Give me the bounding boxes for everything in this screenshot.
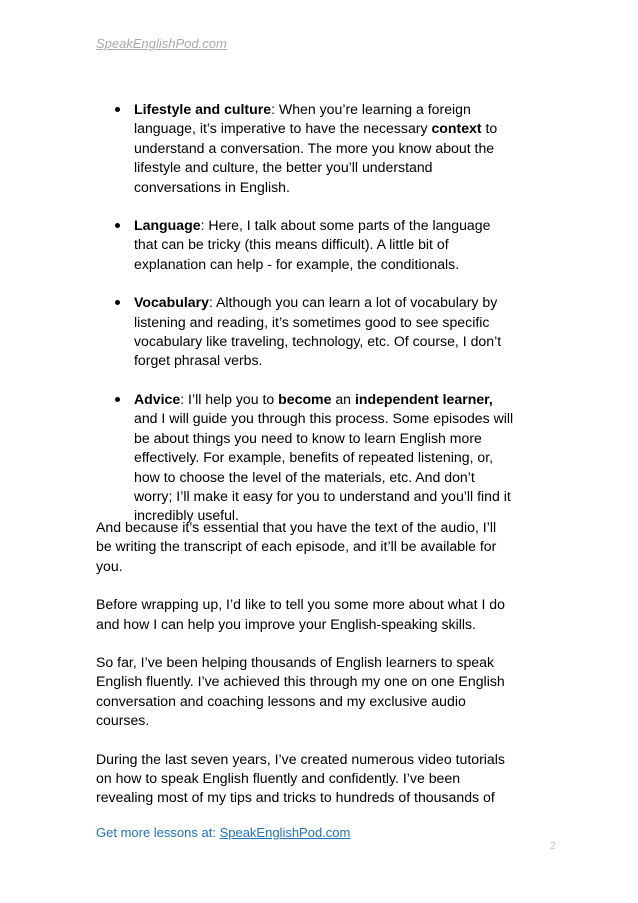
paragraph-line: Before wrapping up, I’d like to tell you some more about what I do: [96, 596, 505, 613]
text-run: : Here, I talk about some parts of the language: [200, 217, 491, 234]
bullet-icon: [115, 107, 120, 112]
text-run: that can be tricky (this means difficult). A little bit of: [134, 236, 449, 253]
paragraph-line: And because it’s essential that you have the text of the audio, I’ll: [96, 519, 497, 535]
bullet-icon: [115, 300, 120, 305]
text-run: conversations in English.: [134, 178, 290, 195]
paragraph: [96, 750, 556, 808]
text-run: : Although you can learn a lot of vocabulary by: [208, 294, 498, 311]
footer-prefix: Get more lessons at:: [96, 825, 220, 840]
bullet-line: [134, 235, 546, 254]
paragraph-line: During the last seven years, I’ve created numerous video tutorials: [96, 750, 505, 767]
paragraph-line: courses.: [96, 712, 150, 729]
bold-term: Vocabulary: [134, 294, 209, 311]
bold-term: Lifestyle and culture: [134, 101, 272, 117]
bullet-line: [134, 409, 546, 428]
paragraph-line: revealing most of my tips and tricks to hundreds of thousands of: [96, 789, 495, 806]
bullet-line: [134, 158, 546, 177]
bullet-list: [96, 100, 546, 545]
bullet-line: [134, 255, 546, 274]
header-site-link[interactable]: SpeakEnglishPod.com: [96, 36, 227, 51]
bullet-line: [134, 332, 546, 351]
footer: [96, 825, 350, 840]
text-run: understand a conversation. The more you know about the: [134, 139, 495, 156]
bullet-line: [134, 119, 546, 138]
bullet-line: [134, 178, 546, 197]
bullet-line: [134, 313, 546, 332]
text-run: : When you’re learning a foreign: [271, 101, 471, 117]
text-run: forget phrasal verbs.: [134, 352, 263, 369]
paragraph-line: and how I can help you improve your English-speaking skills.: [96, 615, 476, 632]
footer-site-link[interactable]: SpeakEnglishPod.com: [219, 825, 351, 840]
text-run: lifestyle and culture, the better you’ll understand: [134, 159, 433, 176]
text-run: an: [331, 390, 355, 407]
bold-term: independent learner,: [354, 390, 493, 407]
text-run: worry; I’ll make it easy for you to understand and you’ll find it: [134, 487, 511, 504]
body-text: [96, 518, 556, 827]
bullet-line: [134, 351, 546, 370]
paragraph: [96, 518, 556, 576]
text-run: listening and reading, it’s sometimes good to see specific: [134, 313, 490, 330]
text-run: be about things you need to know to learn English more: [134, 429, 482, 446]
bullet-line: [134, 468, 546, 487]
bullet-line: [134, 216, 546, 235]
paragraph-line: be writing the transcript of each episode, and it’ll be available for: [96, 538, 497, 555]
text-run: effectively. For example, benefits of repeated listening, or,: [134, 449, 494, 466]
text-run: to: [481, 120, 498, 137]
bullet-line: [134, 390, 546, 409]
bullet-line: [134, 293, 546, 312]
paragraph: [96, 595, 556, 634]
bullet-line: [134, 139, 546, 158]
text-run: language, it’s imperative to have the necessary: [134, 120, 432, 137]
bullet-item: [96, 390, 546, 526]
bullet-line: [134, 100, 546, 119]
text-run: how to choose the level of the materials, etc. And don’t: [134, 468, 475, 485]
bullet-icon: [115, 223, 120, 228]
text-run: explanation can help - for example, the conditionals.: [134, 255, 460, 272]
paragraph-line: on how to speak English fluently and confidently. I’ve been: [96, 770, 461, 787]
paragraph: [96, 653, 556, 731]
bullet-item: [96, 293, 546, 371]
bullet-item: [96, 100, 546, 197]
bullet-line: [134, 448, 546, 467]
bold-term: context: [431, 120, 482, 137]
text-run: incredibly useful.: [134, 507, 239, 524]
paragraph-line: conversation and coaching lessons and my exclusive audio: [96, 692, 466, 709]
page-number: 2: [550, 841, 556, 852]
bold-term: Advice: [134, 390, 181, 407]
paragraph-line: you.: [96, 557, 123, 574]
paragraph-line: So far, I’ve been helping thousands of English learners to speak: [96, 654, 495, 671]
bullet-line: [134, 487, 546, 506]
bullet-icon: [115, 397, 120, 402]
paragraph-line: English fluently. I’ve achieved this through my one on one English: [96, 673, 505, 690]
bullet-item: [96, 216, 546, 274]
bullet-line: [134, 429, 546, 448]
bold-term: Language: [134, 217, 201, 234]
text-run: : I’ll help you to: [180, 390, 279, 407]
text-run: vocabulary like traveling, technology, etc. Of course, I don’t: [134, 333, 502, 350]
bold-term: become: [278, 390, 332, 407]
text-run: and I will guide you through this process. Some episodes will: [134, 410, 514, 427]
